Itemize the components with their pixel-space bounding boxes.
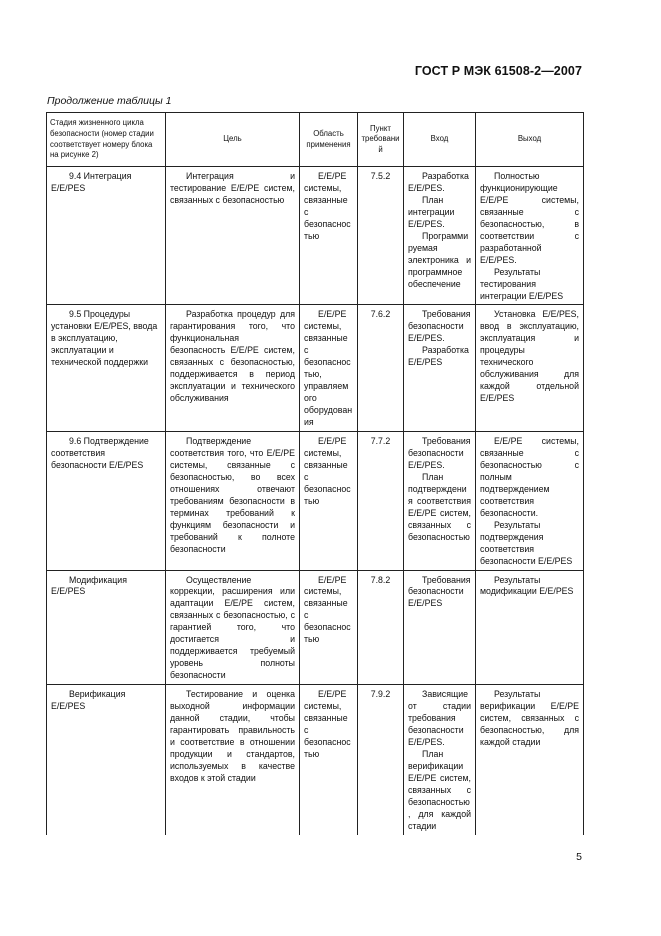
- cell-input: [404, 570, 476, 685]
- column-header-clause: Пункт требований: [358, 113, 404, 167]
- cell-clause: 7.8.2: [358, 570, 404, 685]
- cell-stage: 9.6 Подтверждение соответствия безопасности E/E/PES: [47, 432, 166, 570]
- table-caption: Продолжение таблицы 1: [47, 95, 172, 107]
- cell-goal: Интеграция и тестирование E/E/PE систем, связанных с безопасностью: [166, 167, 300, 305]
- cell-goal: Подтверждение соответствия того, что E/E/PE системы, связанные с безопасностью, во всех отношениях отвечают требованиям безопасности в терминах требований к функциям безопасности и требований к полноте безопасности: [166, 432, 300, 570]
- cell-input: [404, 685, 476, 835]
- table-header-row: [47, 113, 584, 167]
- output-paragraph: Полностью функционирующие E/E/PE системы, связанные с безопасностью, в соответствии с разработанной E/E/PES.: [480, 171, 579, 265]
- column-header-area: Область применения: [300, 113, 358, 167]
- input-paragraph: План верификации E/E/PE систем, связанных с безопасностью, для каждой стадии: [408, 748, 471, 831]
- cell-stage: Верификация E/E/PES: [47, 685, 166, 835]
- cell-input: [404, 432, 476, 570]
- cell-goal: Осуществление коррекции, расширения или адаптации E/E/PE систем, связанных с безопасностью, с гарантией того, что достигается и поддерживается требуемый уровень полноты безопасности: [166, 570, 300, 685]
- table-row: [47, 685, 584, 835]
- cell-stage: 9.5 Процедуры установки E/E/PES, ввода в эксплуатацию, эксплуатации и технической поддержки: [47, 305, 166, 432]
- input-paragraph: Требования безопасности E/E/PES: [408, 574, 471, 609]
- input-paragraph: Зависящие от стадии требования безопасности E/E/PES.: [408, 689, 471, 747]
- cell-input: [404, 167, 476, 305]
- input-paragraph: Разработка E/E/PES: [408, 345, 469, 368]
- cell-output: [476, 167, 584, 305]
- input-paragraph: План интеграции E/E/PES.: [408, 194, 455, 229]
- table-row: [47, 305, 584, 432]
- cell-clause: 7.9.2: [358, 685, 404, 835]
- output-paragraph: Результаты тестирования интеграции E/E/PES: [480, 266, 564, 301]
- cell-clause: 7.7.2: [358, 432, 404, 570]
- cell-goal: Разработка процедур для гарантирования того, что функциональная безопасность E/E/PE систем, связанных с безопасностью, поддерживается в период эксплуатации и технического обслуживания: [166, 305, 300, 432]
- column-header-output: Выход: [476, 113, 584, 167]
- output-paragraph: Установка E/E/PES, ввод в эксплуатацию, эксплуатация и процедуры технического обслуживания для каждой отдельной E/E/PES: [480, 309, 579, 404]
- cell-input: [404, 305, 476, 432]
- table-row: [47, 432, 584, 570]
- cell-output: [476, 305, 584, 432]
- cell-goal: Тестирование и оценка выходной информации данной стадии, чтобы гарантировать правильность и соответствие в отношении продукции и стандартов, используемых в качестве входов к этой стадии: [166, 685, 300, 835]
- column-header-input: Вход: [404, 113, 476, 167]
- cell-area: E/E/PE системы, связанные с безопасностью: [300, 685, 358, 835]
- cell-output: [476, 685, 584, 835]
- input-paragraph: План подтверждения соответствия E/E/PE систем, связанных с безопасностью: [408, 471, 471, 542]
- cell-clause: 7.6.2: [358, 305, 404, 432]
- cell-stage: Модификация E/E/PES: [47, 570, 166, 685]
- output-paragraph: Результаты верификации E/E/PE систем, связанных с безопасностью, для каждой стадии: [480, 689, 579, 747]
- lifecycle-table: [46, 112, 584, 835]
- cell-area: E/E/PE системы, связанные с безопасностью: [300, 167, 358, 305]
- cell-clause: 7.5.2: [358, 167, 404, 305]
- cell-area: E/E/PE системы, связанные с безопасностью, управляемого оборудования: [300, 305, 358, 432]
- column-header-stage: Стадия жизненного цикла безопасности (номер стадии соответствует номеру блока на рисунке 2): [47, 113, 166, 167]
- cell-area: E/E/PE системы, связанные с безопасностью: [300, 570, 358, 685]
- output-paragraph: Результаты подтверждения соответствия безопасности E/E/PES: [480, 519, 573, 566]
- input-paragraph: Требования безопасности E/E/PES.: [408, 436, 471, 470]
- cell-area: E/E/PE системы, связанные с безопасностью: [300, 432, 358, 570]
- table-row: [47, 570, 584, 685]
- column-header-goal: Цель: [166, 113, 300, 167]
- cell-output: [476, 432, 584, 570]
- cell-stage: 9.4 Интеграция E/E/PES: [47, 167, 166, 305]
- document-header: ГОСТ Р МЭК 61508-2—2007: [414, 64, 582, 78]
- input-paragraph: Требования безопасности E/E/PES.: [408, 309, 471, 344]
- output-paragraph: E/E/PE системы, связанные с безопасностью с полным подтверждением соответствия безопасности.: [480, 436, 579, 518]
- page-number: 5: [576, 851, 582, 863]
- cell-output: [476, 570, 584, 685]
- table-row: [47, 167, 584, 305]
- output-paragraph: Результаты модификации E/E/PES: [480, 574, 574, 597]
- input-paragraph: Разработка E/E/PES.: [408, 171, 469, 193]
- input-paragraph: Программируемая электроника и программное обеспечение: [408, 230, 471, 289]
